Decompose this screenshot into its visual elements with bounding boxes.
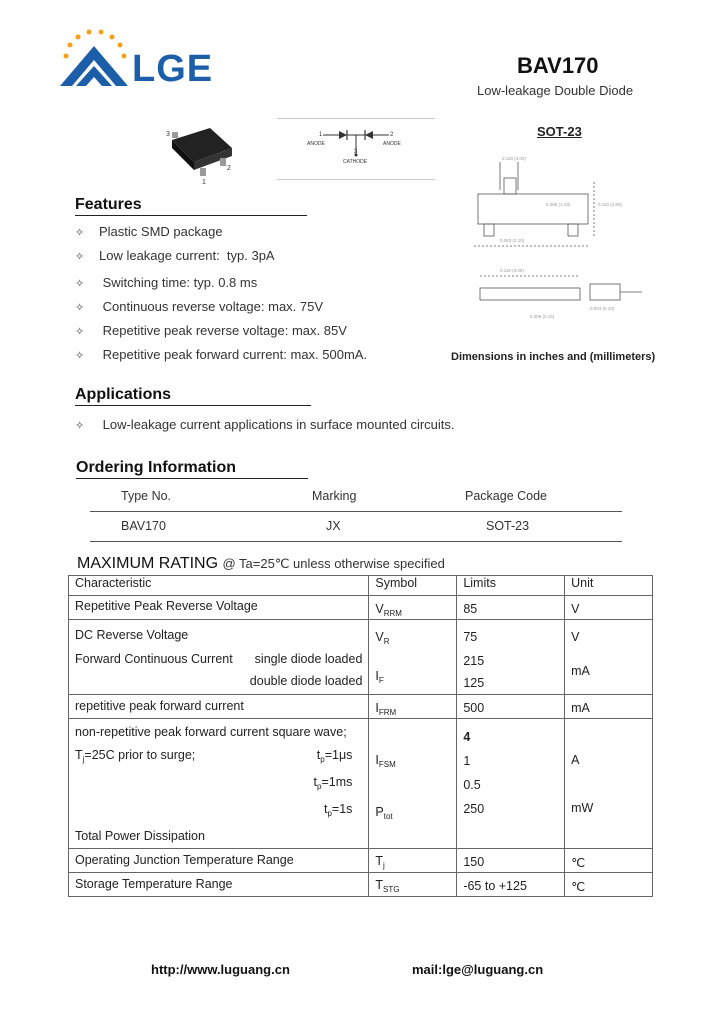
ordering-cell-type: BAV170	[121, 519, 166, 533]
feature-item: ✧ Plastic SMD package	[75, 224, 223, 239]
header-limits: Limits	[457, 576, 565, 596]
table-row: Repetitive Peak Reverse Voltage $V_{RRM}$ 85 V	[69, 596, 653, 620]
svg-text:0.083 (2.10): 0.083 (2.10)	[500, 238, 525, 243]
applications-title: Applications	[75, 386, 172, 403]
feature-item: ✧ Low leakage current: typ. 3pA	[75, 248, 275, 263]
svg-text:0.004 (0.10): 0.004 (0.10)	[590, 306, 615, 311]
pin-label-2: 2	[227, 165, 231, 172]
feature-item: ✧ Switching time: typ. 0.8 ms	[75, 275, 258, 290]
schem-pin3: 3	[354, 149, 358, 155]
header-unit: Unit	[565, 576, 653, 596]
table-row: repetitive peak forward current $I_{FRM}$ 500 mA	[69, 695, 653, 719]
ordering-header-package: Package Code	[465, 489, 548, 503]
schem-cathode: CATHODE	[343, 159, 368, 165]
ordering-divider	[90, 511, 622, 512]
features-title: Features	[75, 196, 142, 213]
schem-pin1: 1	[319, 132, 323, 138]
svg-text:0.056 (1.43): 0.056 (1.43)	[546, 202, 571, 207]
features-underline	[75, 215, 307, 216]
dimension-drawing	[470, 150, 650, 340]
sot23-package-image	[160, 118, 250, 188]
max-rating-table	[68, 575, 653, 897]
table-row: Operating Junction Temperature Range $T_j$ 150 ℃	[69, 849, 653, 873]
svg-text:0.118 (3.00): 0.118 (3.00)	[500, 268, 524, 273]
footer-email-link[interactable]: mail:lge@luguang.cn	[412, 962, 544, 977]
svg-text:0.110 (2.80): 0.110 (2.80)	[598, 202, 622, 207]
header-characteristic: Characteristic	[69, 576, 369, 596]
svg-text:0.118 (3.00): 0.118 (3.00)	[502, 156, 526, 161]
part-subtitle: Low-leakage Double Diode	[477, 83, 634, 98]
application-item: ✧ Low-leakage current applications in surface mounted circuits.	[75, 417, 455, 432]
diamond-bullet-icon: ✧	[75, 278, 85, 290]
diamond-bullet-icon: ✧	[75, 227, 85, 239]
ordering-header-type: Type No.	[121, 489, 172, 503]
pin-label-1: 1	[202, 179, 206, 186]
dimensions-title: SOT-23	[537, 124, 582, 139]
ordering-cell-marking: JX	[326, 519, 341, 533]
ordering-cell-package: SOT-23	[486, 519, 530, 533]
feature-item: ✧ Continuous reverse voltage: max. 75V	[75, 299, 324, 314]
schem-pin2: 2	[390, 132, 394, 138]
diamond-bullet-icon: ✧	[75, 326, 85, 338]
ordering-header-marking: Marking	[312, 489, 357, 503]
dimensions-caption: Dimensions in inches and (millimeters)	[451, 351, 656, 363]
pin-label-3: 3	[166, 131, 170, 138]
table-header-row	[69, 576, 653, 596]
footer-website-link[interactable]: http://www.luguang.cn	[151, 962, 290, 977]
ordering-underline	[76, 478, 308, 479]
table-row: DC Reverse Voltage Forward Continuous Current single diode loaded double diode loaded $V_R$ $I_F$ 75 215 125 V mA	[69, 620, 653, 695]
ordering-divider	[90, 541, 622, 542]
svg-text:0.006 (0.15): 0.006 (0.15)	[530, 314, 555, 319]
max-rating-heading: MAXIMUM RATING @ Ta=25℃ unless otherwise specified	[77, 555, 445, 572]
schematic-diagram	[277, 118, 435, 180]
feature-item: ✧ Repetitive peak forward current: max. 500mA.	[75, 347, 368, 362]
diamond-bullet-icon: ✧	[75, 302, 85, 314]
diamond-bullet-icon: ✧	[75, 350, 85, 362]
double-diode-symbol-icon	[277, 119, 435, 179]
applications-underline	[75, 405, 311, 406]
header-symbol: Symbol	[369, 576, 457, 596]
feature-item: ✧ Repetitive peak reverse voltage: max. 85V	[75, 323, 347, 338]
table-row: non-repetitive peak forward current square wave; $T_j=25C$ prior to surge; $t_p=1\mu s$ $t_p=1ms$ $t_p=1s$ Total Power Dissipation $I_{FSM}$ $P_{tot}$ 4 1 0.5 250 A mW	[69, 719, 653, 849]
part-number: BAV170	[517, 53, 599, 78]
brand-name: LGE	[132, 48, 214, 90]
table-row: Storage Temperature Range $T_{STG}$ -65 to +125 ℃	[69, 873, 653, 897]
ordering-title: Ordering Information	[76, 459, 236, 476]
schem-anode2: ANODE	[383, 141, 401, 147]
schem-anode1: ANODE	[307, 141, 325, 147]
diamond-bullet-icon: ✧	[75, 251, 85, 263]
diamond-bullet-icon: ✧	[75, 420, 85, 432]
